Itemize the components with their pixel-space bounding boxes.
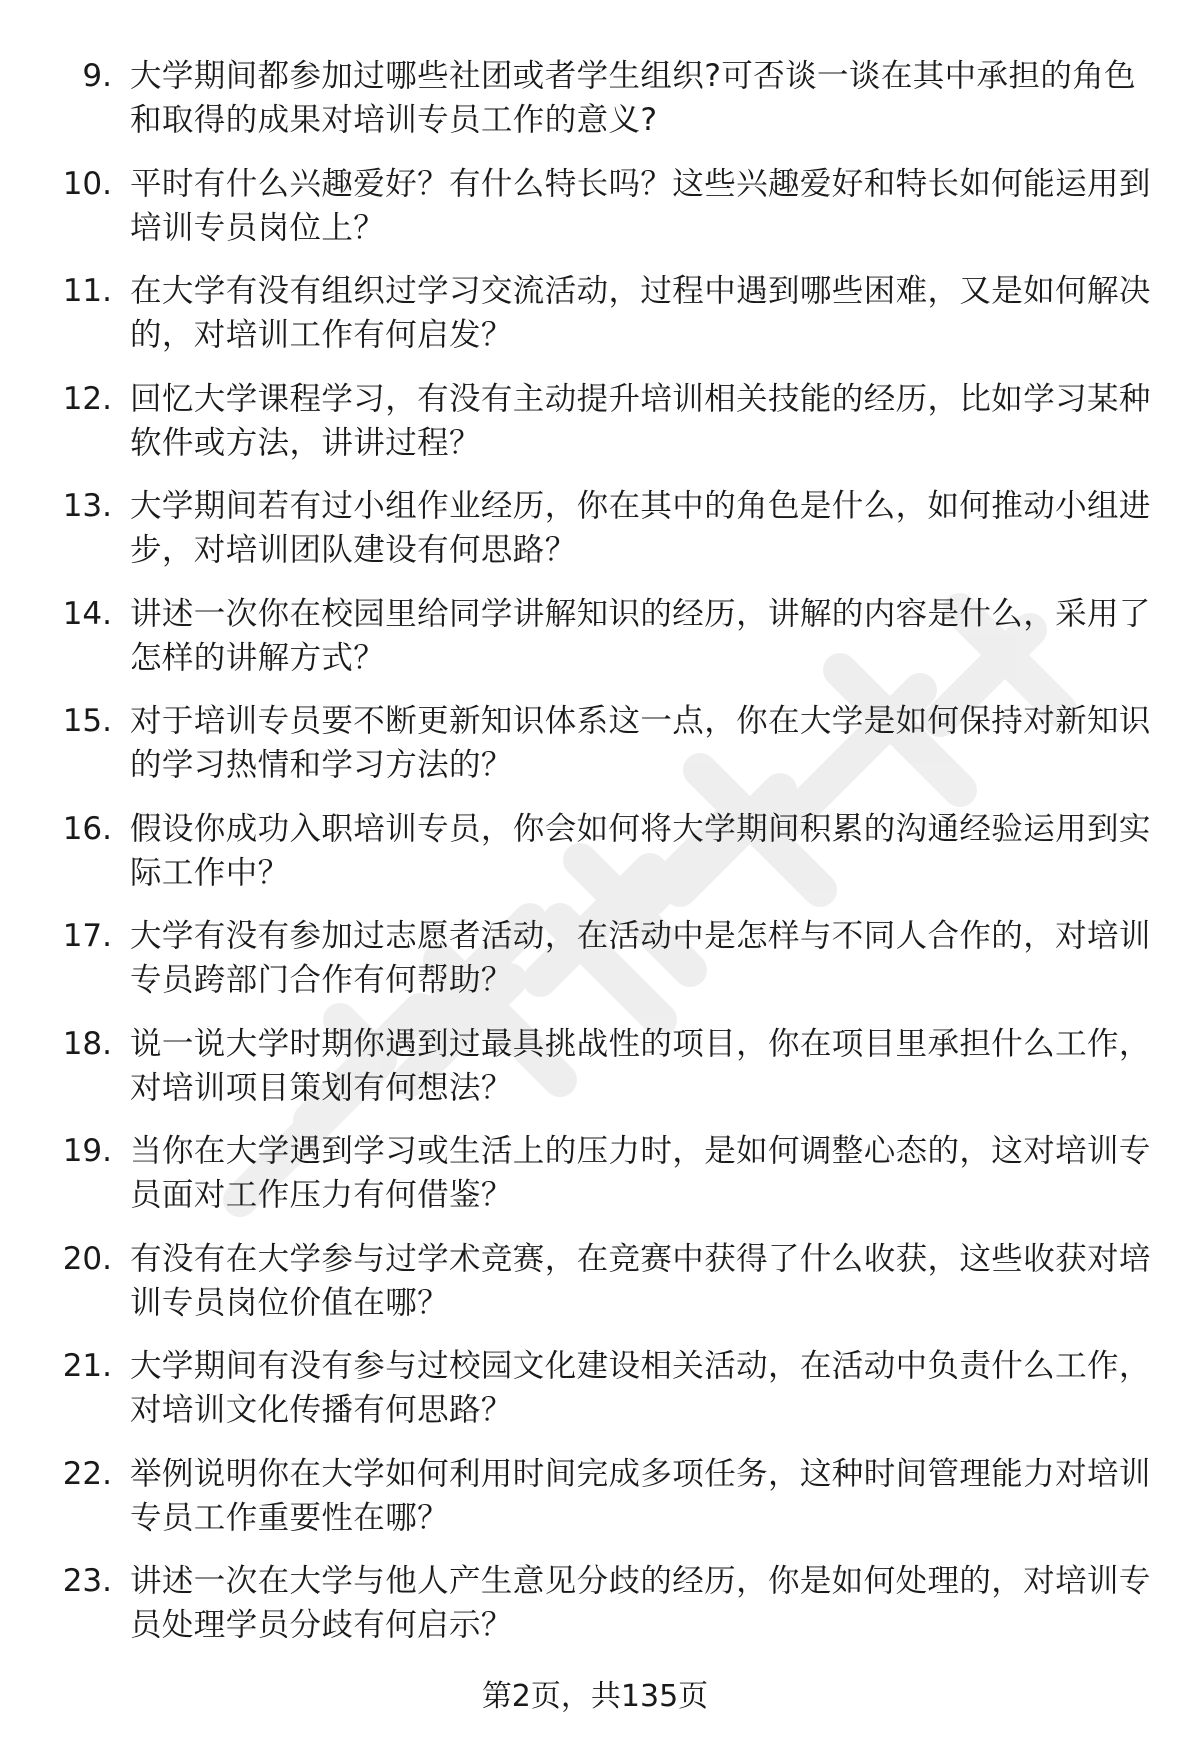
question-number: 9. (82, 58, 112, 94)
question-item (0, 371, 1190, 479)
question-text: 对于培训专员要不断更新知识体系这一点，你在大学是如何保持对新知识的学习热情和学习方法的？ (130, 703, 1151, 783)
question-text: 假设你成功入职培训专员，你会如何将大学期间积累的沟通经验运用到实际工作中？ (130, 810, 1151, 891)
question-number: 10. (62, 165, 112, 202)
question-text: 回忆大学课程学习，有没有主动提升培训相关技能的经历，比如学习某种软件或方法，讲讲过程？ (130, 380, 1151, 461)
question-number: 15. (62, 703, 112, 739)
question-number: 14. (62, 595, 112, 632)
question-text: 举例说明你在大学如何利用时间完成多项任务，这种时间管理能力对培训专员工作重要性在哪？ (130, 1455, 1151, 1536)
question-item (0, 1446, 1190, 1554)
question-text: 讲述一次在大学与他人产生意见分歧的经历，你是如何处理的，对培训专员处理学员分歧有何启示？ (130, 1563, 1151, 1643)
question-number: 16. (62, 810, 112, 847)
question-number: 11. (62, 273, 112, 309)
question-number: 23. (62, 1563, 112, 1599)
question-number: 13. (62, 488, 112, 524)
question-item (0, 693, 1190, 801)
question-item (0, 1338, 1190, 1446)
question-text: 大学期间有没有参与过校园文化建设相关活动，在活动中负责什么工作，对培训文化传播有何思路？ (130, 1348, 1151, 1428)
question-number: 21. (62, 1348, 112, 1384)
question-item (0, 801, 1190, 909)
question-number: 18. (62, 1025, 112, 1062)
page-number-footer: 第2页，共135页 (481, 1679, 709, 1714)
question-number: 12. (62, 380, 112, 417)
question-item (0, 908, 1190, 1016)
question-text: 在大学有没有组织过学习交流活动，过程中遇到哪些困难，又是如何解决的，对培训工作有何启发？ (130, 273, 1151, 353)
question-text: 平时有什么兴趣爱好？有什么特长吗？这些兴趣爱好和特长如何能运用到培训专员岗位上？ (130, 165, 1151, 246)
question-item (0, 263, 1190, 371)
question-number: 17. (62, 918, 112, 954)
question-item (0, 478, 1190, 586)
question-number: 19. (62, 1133, 112, 1169)
question-item (0, 586, 1190, 694)
question-number: 20. (62, 1240, 112, 1277)
question-text: 大学期间若有过小组作业经历，你在其中的角色是什么，如何推动小组进步，对培训团队建设有何思路？ (130, 488, 1151, 568)
question-text: 大学有没有参加过志愿者活动，在活动中是怎样与不同人合作的，对培训专员跨部门合作有何帮助？ (130, 918, 1151, 998)
question-item (0, 1553, 1190, 1661)
question-text: 有没有在大学参与过学术竞赛，在竞赛中获得了什么收获，这些收获对培训专员岗位价值在哪？ (130, 1240, 1151, 1321)
question-item (0, 1016, 1190, 1124)
question-item (0, 1231, 1190, 1339)
question-item (0, 1123, 1190, 1231)
question-item (0, 48, 1190, 156)
question-text: 当你在大学遇到学习或生活上的压力时，是如何调整心态的，这对培训专员面对工作压力有何借鉴？ (130, 1133, 1151, 1213)
question-text: 大学期间都参加过哪些社团或者学生组织?可否谈一谈在其中承担的角色和取得的成果对培训专员工作的意义? (130, 58, 1137, 138)
question-item (0, 156, 1190, 264)
question-number: 22. (62, 1455, 112, 1492)
question-text: 讲述一次你在校园里给同学讲解知识的经历，讲解的内容是什么，采用了怎样的讲解方式？ (130, 595, 1151, 676)
question-text: 说一说大学时期你遇到过最具挑战性的项目，你在项目里承担什么工作，对培训项目策划有何想法？ (130, 1025, 1151, 1106)
question-list (0, 48, 1190, 1661)
